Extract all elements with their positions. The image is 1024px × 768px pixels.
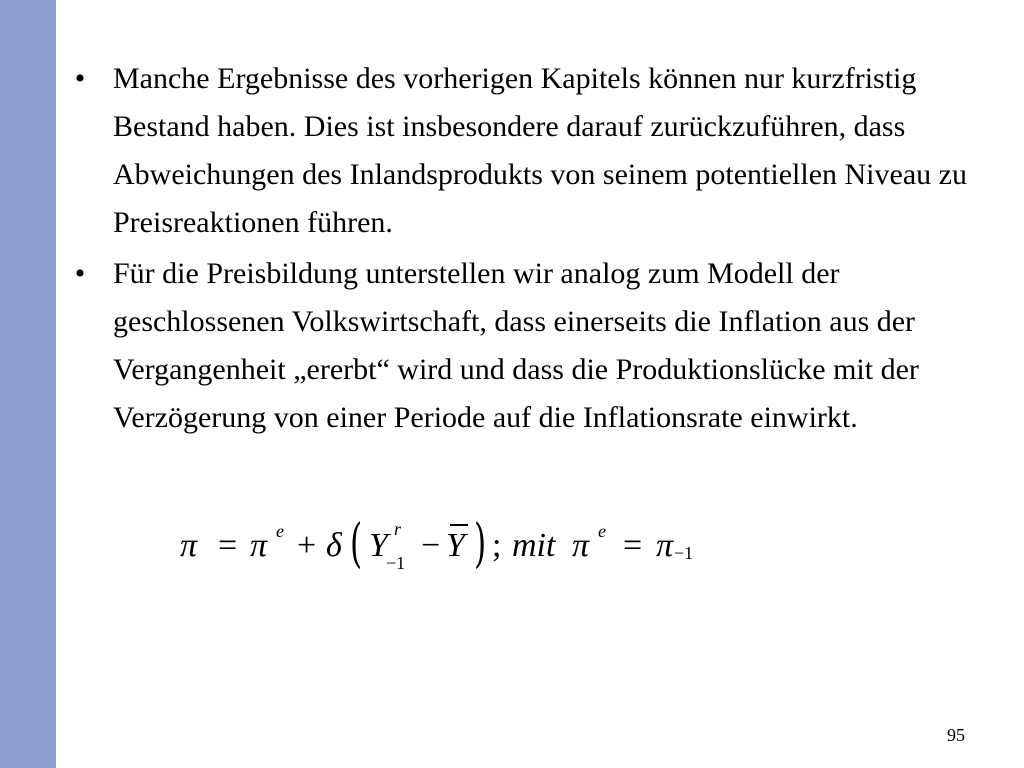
- bullet-marker: •: [74, 257, 86, 290]
- formula-equals: =: [218, 527, 238, 564]
- formula-subscript-minus-one-2: −1: [674, 543, 694, 563]
- formula-overbar: [450, 524, 468, 526]
- formula-left-paren: (: [350, 514, 363, 574]
- bullet-list: [70, 55, 990, 442]
- formula-plus: +: [297, 527, 317, 564]
- side-bar: [0, 0, 56, 768]
- formula-subscript-minus-one: −1: [386, 553, 406, 573]
- formula-pi-lagged: π: [656, 527, 674, 564]
- page-number: 95: [947, 725, 965, 745]
- formula-equals-2: =: [623, 527, 643, 564]
- formula-right-paren: ): [474, 514, 487, 574]
- inflation-formula: [180, 511, 780, 581]
- bullet-item-1: [70, 55, 990, 247]
- formula-y-bar: Y: [446, 527, 465, 564]
- bullet-text: Manche Ergebnisse des vorherigen Kapitels können nur kurzfristig Bestand haben. Dies ist insbesondere darauf zurückzuführen, dass Abweichungen des Inlandsprodukts von seinem potentiellen Niveau zu Preisreaktionen führen.: [113, 62, 967, 239]
- bullet-item-2: [70, 250, 990, 442]
- formula-mit: mit: [512, 527, 556, 564]
- formula-superscript-e: e: [276, 521, 284, 541]
- formula-semicolon: ;: [492, 527, 502, 564]
- formula-pi-expected: π: [250, 527, 268, 564]
- formula-minus: −: [421, 527, 441, 564]
- formula-pi: π: [180, 527, 198, 564]
- formula-superscript-e-2: e: [598, 521, 606, 541]
- formula-pi-expected-2: π: [572, 527, 590, 564]
- bullet-text: Für die Preisbildung unterstellen wir analog zum Modell der geschlossenen Volkswirtschaft, dass einerseits die Inflation aus der Vergangenheit „ererbt“ wird und dass die Produktionslücke mit der Verzögerung von einer Periode auf die Inflationsrate einwirkt.: [113, 257, 919, 434]
- formula-y: Y: [369, 527, 388, 564]
- formula-delta: δ: [326, 527, 342, 564]
- slide-content: [70, 55, 990, 445]
- bullet-marker: •: [74, 62, 86, 95]
- formula-superscript-r: r: [394, 519, 402, 539]
